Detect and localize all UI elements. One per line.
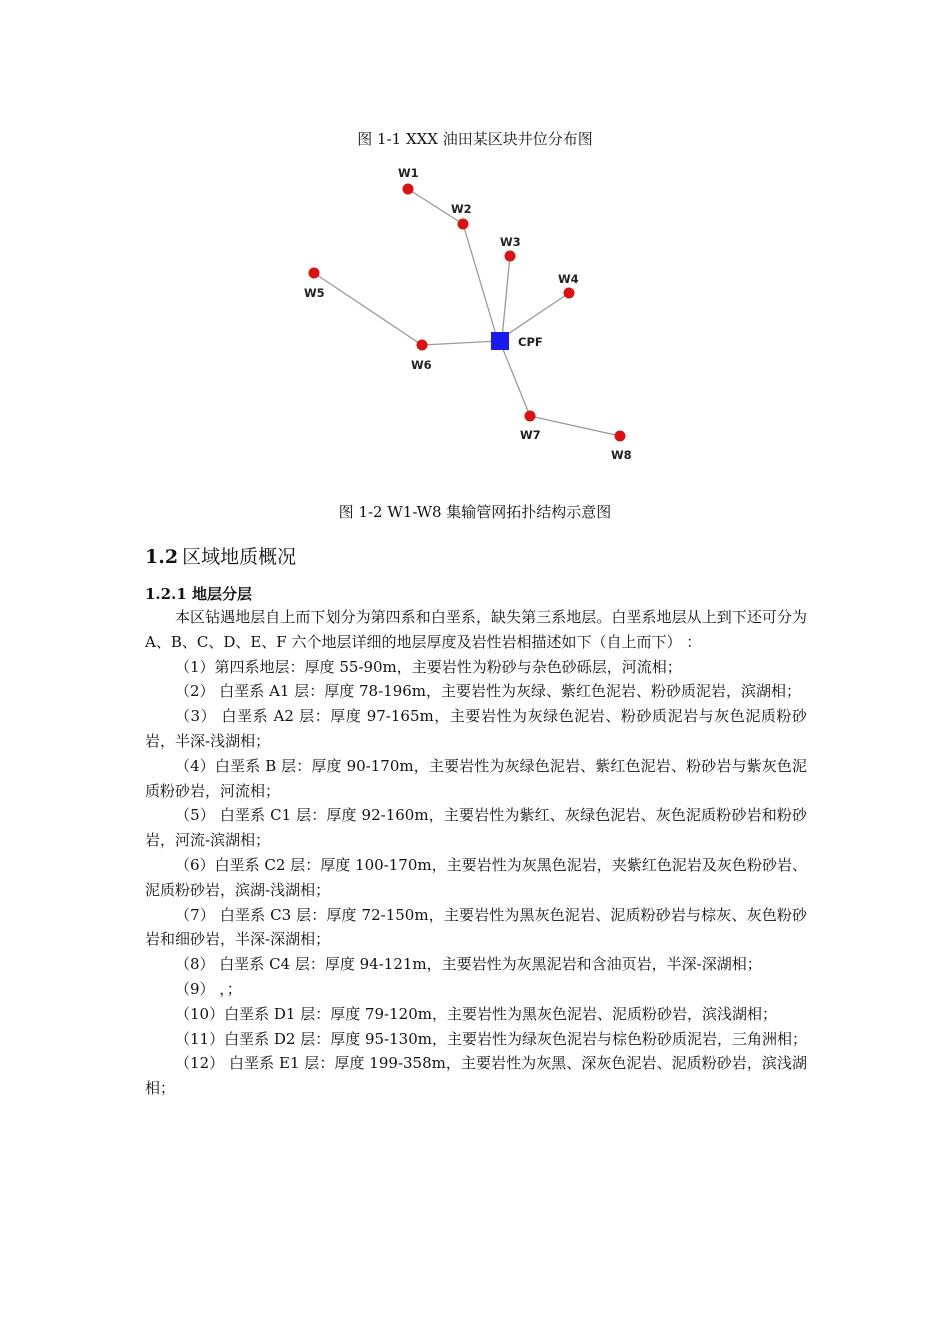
figure-1-1-caption: 图 1-1 XXX 油田某区块井位分布图: [357, 130, 593, 148]
paragraph-layer-12: （12） 白垩系 E1 层：厚度 199-358m，主要岩性为灰黑、深灰色泥岩、泥质粉砂岩，滨浅湖相；: [145, 1054, 807, 1098]
paragraph-layer-2: （2） 白垩系 A1 层：厚度 78-196m，主要岩性为灰绿、紫红色泥岩、粉砂质泥岩，滨湖相；: [175, 682, 802, 701]
well-label-w1: W1: [398, 166, 419, 180]
body-text: [145, 605, 807, 1101]
cpf-node: [491, 332, 509, 350]
subsection-heading: 1.2.1 地层分层: [145, 585, 252, 603]
paragraph-layer-5: （5） 白垩系 C1 层：厚度 92-160m，主要岩性为紫红、灰绿色泥岩、灰色泥质粉砂岩和粉砂岩，河流-滨湖相；: [145, 806, 807, 850]
well-label-w6: W6: [411, 358, 432, 372]
figure-1-2-caption: 图 1-2 W1-W8 集输管网拓扑结构示意图: [338, 503, 612, 521]
paragraph-layer-4: （4）白垩系 B 层：厚度 90-170m，主要岩性为灰绿色泥岩、紫红色泥岩、粉砂岩与紫灰色泥质粉砂岩，河流相；: [145, 756, 807, 800]
well-label-w2: W2: [451, 202, 472, 216]
pipe-w2-cpf: [463, 224, 497, 338]
pipe-w4-cpf: [502, 293, 569, 338]
well-node-w8: [615, 431, 626, 442]
pipe-w3-cpf: [502, 256, 510, 338]
paragraph-intro: 本区钻遇地层自上而下划分为第四系和白垩系，缺失第三系地层。白垩系地层从上到下还可分为 A、B、C、D、E、F 六个地层详细的地层厚度及岩性岩相描述如下（自上而下） ：: [145, 608, 807, 651]
pipe-w6-cpf: [422, 341, 499, 345]
pipeline-topology-diagram: [290, 162, 650, 472]
paragraph-layer-3: （3） 白垩系 A2 层：厚度 97-165m，主要岩性为灰绿色泥岩、粉砂质泥岩与灰色泥质粉砂岩，半深-浅湖相；: [145, 707, 807, 750]
section-heading: [145, 542, 296, 569]
well-label-w5: W5: [304, 286, 325, 300]
section-title-text: 区域地质概况: [182, 546, 297, 568]
paragraph-layer-1: （1）第四系地层：厚度 55-90m，主要岩性为粉砂与杂色砂砾层，河流相；: [175, 657, 682, 676]
well-label-w4: W4: [558, 272, 579, 286]
well-node-w1: [403, 184, 414, 195]
paragraph-layer-6: （6）白垩系 C2 层：厚度 100-170m，主要岩性为灰黑色泥岩，夹紫红色泥岩及灰色粉砂岩、泥质粉砂岩，滨湖-浅湖相；: [145, 855, 807, 899]
well-label-w3: W3: [500, 235, 521, 249]
node-labels: [304, 166, 632, 462]
well-nodes: [309, 184, 626, 442]
pipe-w7-w8: [530, 416, 620, 436]
well-node-w5: [309, 268, 320, 279]
cpf-label: CPF: [518, 335, 543, 349]
well-node-w6: [417, 340, 428, 351]
pipe-cpf-w7: [500, 342, 530, 416]
well-node-w3: [505, 251, 516, 262]
paragraph-layer-8: （8） 白垩系 C4 层：厚度 94-121m，主要岩性为灰黑泥岩和含油页岩，半深-深湖相；: [175, 955, 762, 974]
paragraph-layer-11: （11）白垩系 D2 层：厚度 95-130m，主要岩性为绿灰色泥岩与棕色粉砂质泥岩，三角洲相；: [175, 1029, 807, 1048]
pipe-w5-w6: [314, 273, 422, 345]
paragraph-layer-9: （9） ，；: [175, 979, 242, 998]
well-node-w7: [525, 411, 536, 422]
well-node-w4: [564, 288, 575, 299]
well-label-w7: W7: [520, 428, 541, 442]
section-number: 1.2: [145, 546, 179, 568]
paragraph-layer-10: （10）白垩系 D1 层：厚度 79-120m，主要岩性为黑灰色泥岩、泥质粉砂岩，滨浅湖相；: [175, 1004, 777, 1023]
well-label-w8: W8: [611, 448, 632, 462]
paragraph-layer-7: （7） 白垩系 C3 层：厚度 72-150m，主要岩性为黑灰色泥岩、泥质粉砂岩与棕灰、灰色粉砂岩和细砂岩，半深-深湖相；: [145, 905, 807, 949]
well-node-w2: [458, 219, 469, 230]
